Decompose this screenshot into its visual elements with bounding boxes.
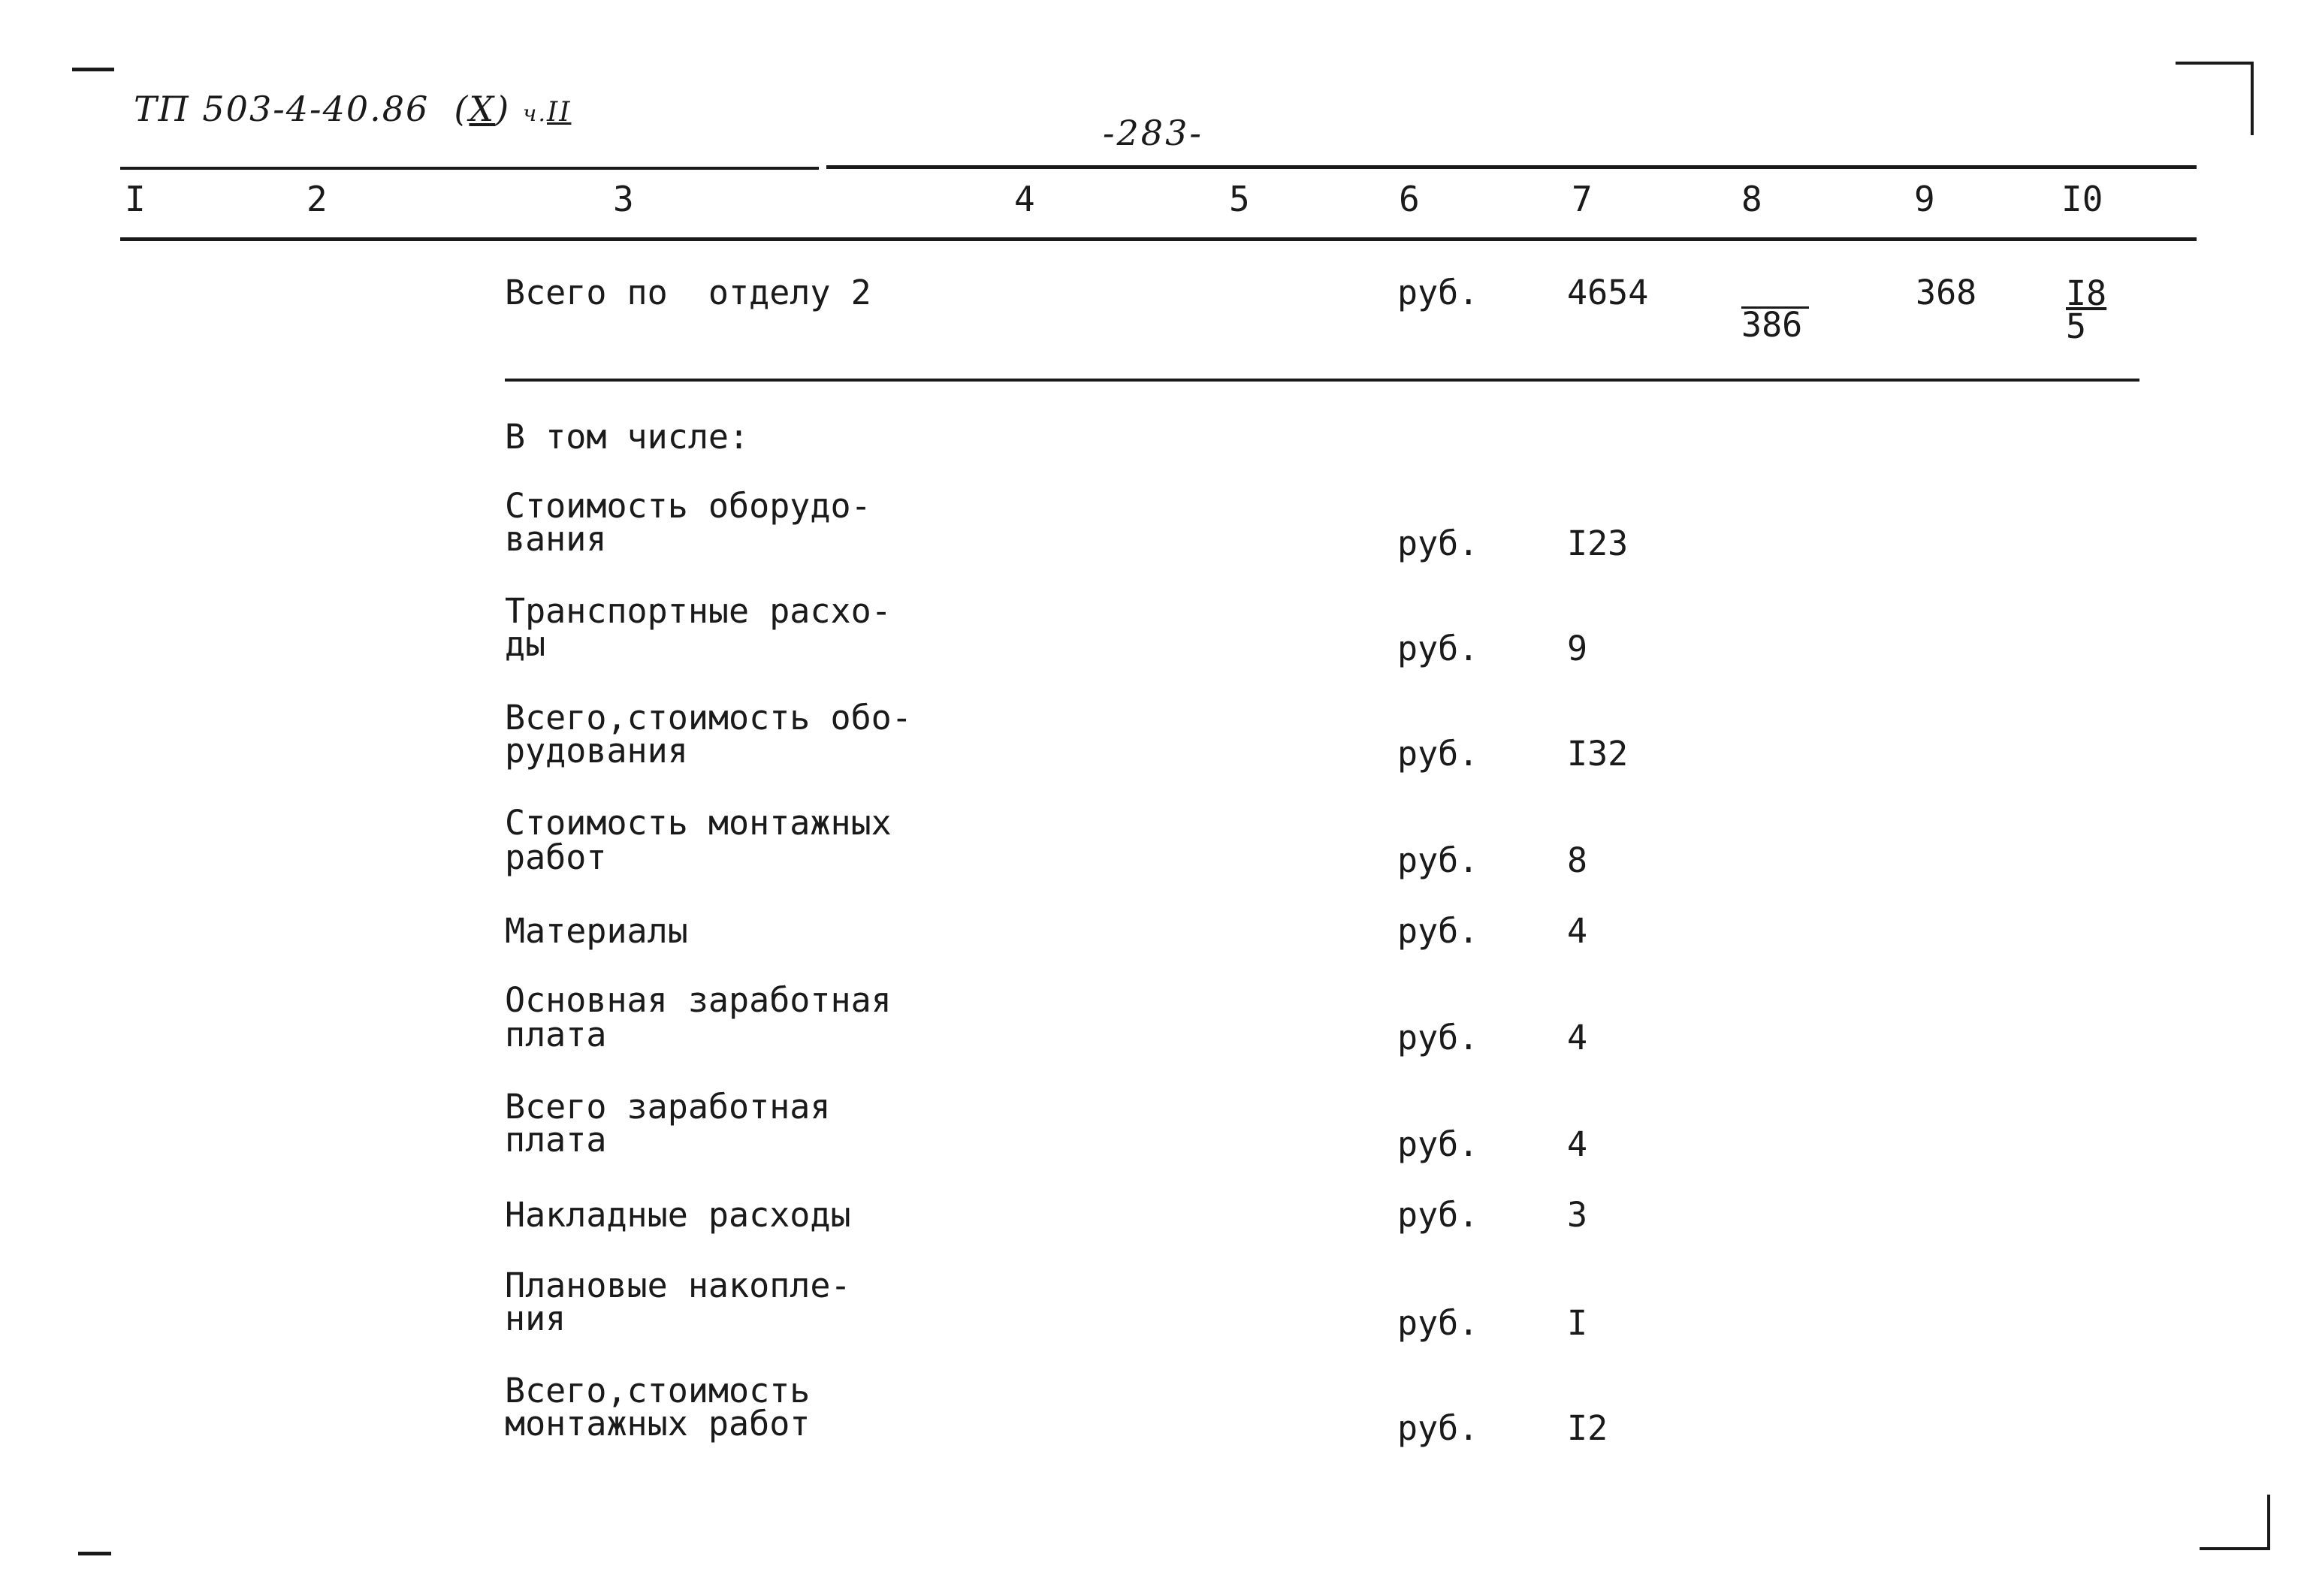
row-unit: руб.: [1397, 1124, 1479, 1164]
corner-mark-bottom-right-h: [2200, 1547, 2270, 1550]
table-top-rule-left: [120, 167, 819, 170]
row-description-line1: Транспортные расхо-: [505, 591, 892, 631]
row-value: 4: [1567, 1124, 1588, 1164]
column-header-5: 5: [1229, 179, 1250, 219]
total-row-col10-denominator: 5: [2066, 306, 2087, 346]
row-unit: руб.: [1397, 734, 1479, 774]
total-row-col10-numerator: I8: [2066, 273, 2107, 313]
total-row-bottom-rule: [505, 379, 2139, 382]
row-value: I32: [1567, 734, 1629, 774]
row-unit: руб.: [1397, 629, 1479, 668]
row-description-line1: Стоимость оборудо-: [505, 486, 871, 526]
column-header-10: I0: [2061, 179, 2103, 219]
table-top-rule-right: [826, 165, 2197, 169]
corner-mark-top-right-h: [2176, 62, 2254, 65]
corner-mark-bottom-left: [78, 1552, 111, 1555]
row-description-line1: Материалы: [505, 911, 688, 951]
row-description-line1: Плановые накопле-: [505, 1266, 851, 1305]
table-header-bottom-rule: [120, 237, 2197, 241]
column-header-6: 6: [1399, 179, 1420, 219]
row-unit: руб.: [1397, 1195, 1479, 1235]
page-number: -283-: [1103, 113, 1203, 153]
document-part-number: II: [547, 97, 572, 128]
row-value: 9: [1567, 629, 1588, 668]
row-description-line2: рудования: [505, 731, 688, 771]
row-description-line2: монтажных работ: [505, 1404, 811, 1444]
column-header-3: 3: [613, 179, 634, 219]
corner-mark-top-right-v: [2251, 62, 2254, 135]
column-header-4: 4: [1014, 179, 1035, 219]
row-unit: руб.: [1397, 911, 1479, 951]
document-code: ТП 503-4-40.86 (Х) ч.II: [134, 89, 572, 129]
section-subheading: В том числе:: [505, 417, 750, 457]
row-value: I2: [1567, 1408, 1608, 1448]
row-description-line2: работ: [505, 837, 607, 877]
row-description-line1: Основная заработная: [505, 980, 892, 1020]
total-row-unit: руб.: [1397, 273, 1479, 312]
row-description-line2: плата: [505, 1015, 607, 1054]
row-description-line1: Всего заработная: [505, 1087, 831, 1127]
column-header-8: 8: [1741, 179, 1762, 219]
row-description-line2: вания: [505, 519, 607, 559]
row-value: 4: [1567, 1018, 1588, 1057]
row-description-line1: Накладные расходы: [505, 1195, 851, 1235]
row-value: 4: [1567, 911, 1588, 951]
row-description-line2: ния: [505, 1299, 566, 1338]
corner-mark-bottom-right-v: [2267, 1495, 2270, 1550]
column-header-9: 9: [1914, 179, 1935, 219]
row-description-line1: Стоимость монтажных: [505, 803, 892, 843]
total-row-col7: 4654: [1567, 273, 1649, 312]
row-value: 3: [1567, 1195, 1588, 1235]
document-part-label: ч.: [522, 101, 547, 127]
total-row-label: Всего по отделу 2: [505, 273, 871, 312]
column-header-1: I: [125, 179, 146, 219]
row-unit: руб.: [1397, 840, 1479, 880]
row-description-line2: плата: [505, 1120, 607, 1160]
row-unit: руб.: [1397, 1018, 1479, 1057]
corner-mark-top-left: [72, 68, 114, 71]
row-value: I23: [1567, 523, 1629, 563]
row-value: I: [1567, 1303, 1588, 1343]
total-row-col9: 368: [1916, 273, 1977, 312]
row-unit: руб.: [1397, 523, 1479, 563]
row-value: 8: [1567, 840, 1588, 880]
row-unit: руб.: [1397, 1408, 1479, 1448]
column-header-7: 7: [1572, 179, 1593, 219]
total-row-col8: 386: [1741, 305, 1803, 345]
column-header-2: 2: [306, 179, 328, 219]
row-description-line2: ды: [505, 624, 546, 664]
row-description-line1: Всего,стоимость обо-: [505, 698, 912, 738]
document-code-number: ТП 503-4-40.86: [134, 89, 430, 129]
row-unit: руб.: [1397, 1303, 1479, 1343]
document-part-roman: Х: [469, 89, 496, 129]
row-description-line1: Всего,стоимость: [505, 1371, 811, 1410]
